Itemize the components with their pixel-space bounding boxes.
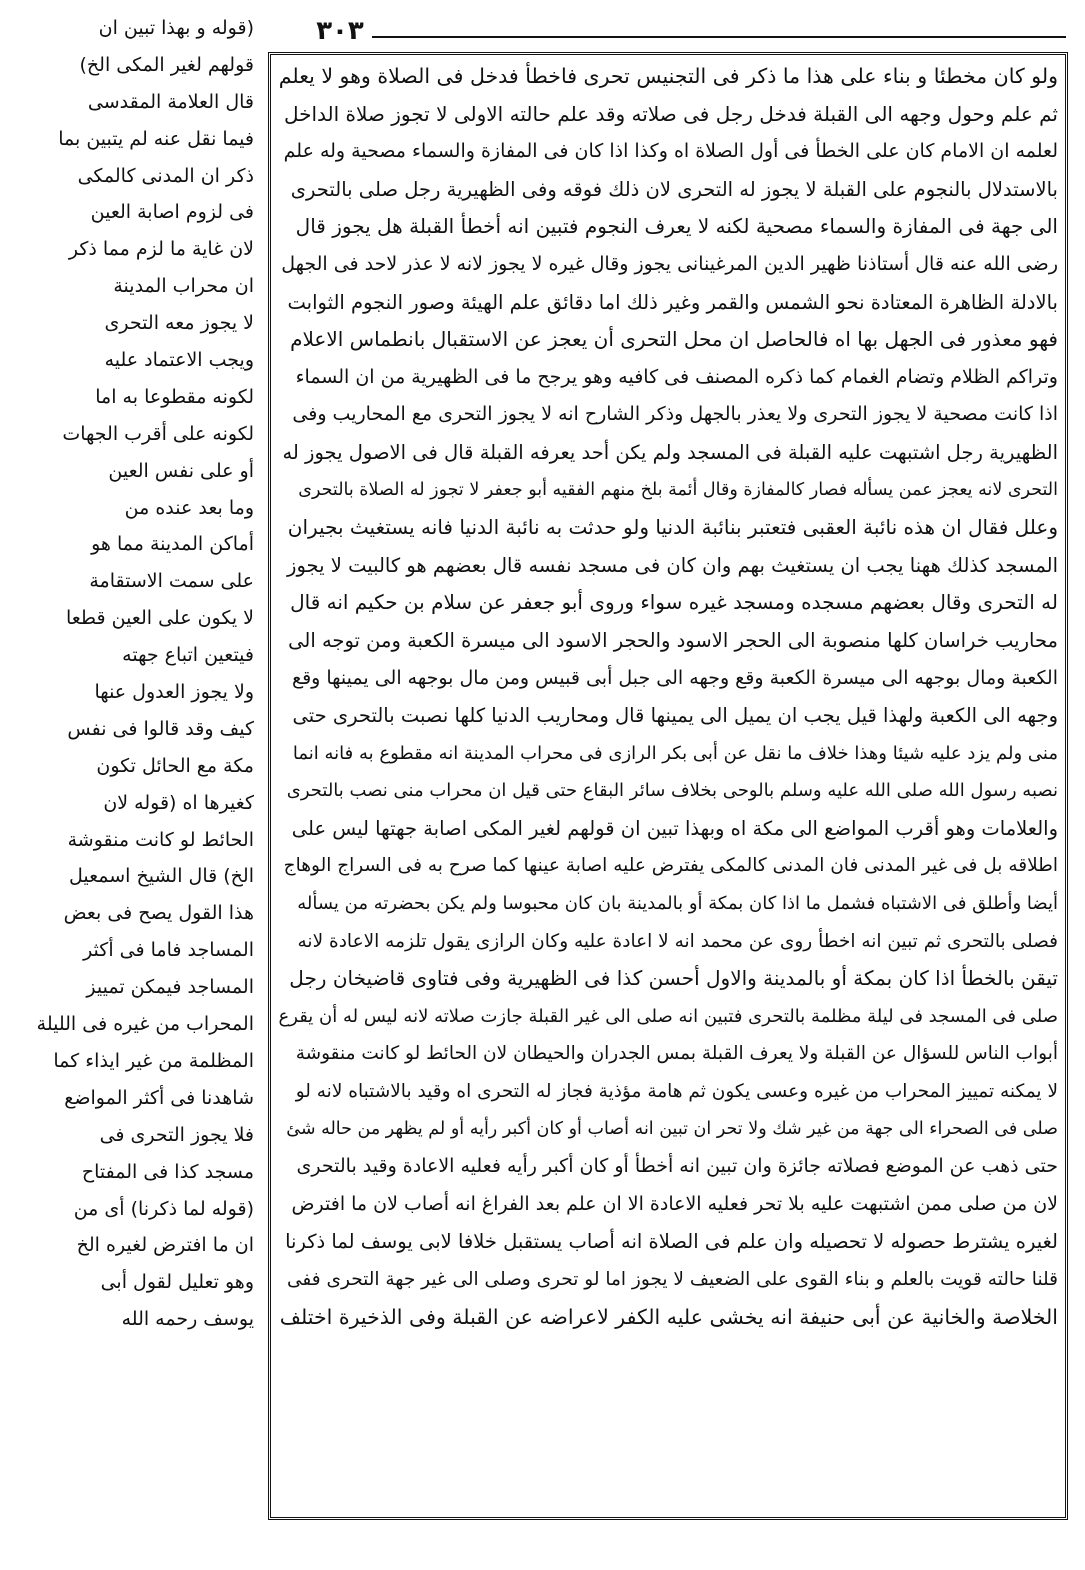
margin-text-line: لا يجوز معه التحرى (104, 312, 254, 335)
page-number: ٣٠٣ (316, 16, 364, 46)
main-text-line: لا يمكنه تمييز المحراب من غيره وعسى يكون ثم هامة مؤذية فجاز له التحرى اه وقيد بالاشتباه لانه لو (295, 1081, 1058, 1103)
main-text-line: فهو معذور فى الجهل بها اه فالحاصل ان محل التحرى أن يعجز عن الاستقبال بانطماس الاعلام (290, 327, 1058, 352)
margin-text-line: ان ما افترض لغيره الخ (76, 1234, 254, 1257)
margin-text-line: فلا يجوز التحرى فى (99, 1123, 254, 1146)
main-text-line: التحرى لانه يعجز عمن يسأله فصار كالمفازة وقال أئمة بلخ منهم الفقيه أبو جعفر لا تجوز له الصلاة بالتحرى (298, 479, 1058, 500)
margin-text-line: ولا يجوز العدول عنها (94, 681, 254, 704)
margin-text-line: المساجد فيمكن تمييز (86, 976, 254, 999)
main-text-line: رضى الله عنه قال أستاذنا ظهير الدين المرغينانى يجوز وقال غيره لا يجوز لانه لا عذر لاحد فى الجهل (281, 252, 1058, 275)
margin-text-line: لا يكون على العين قطعا (65, 607, 254, 630)
margin-text-line: لكونه على أقرب الجهات (62, 422, 254, 445)
margin-text-line: مكة مع الحائل تكون (96, 754, 254, 777)
margin-text-line: فيتعين اتباع جهته (122, 644, 254, 667)
margin-text-line: المحراب من غيره فى الليلة (36, 1013, 254, 1036)
main-text-line: منى ولم يزد عليه شيئا وهذا خلاف ما نقل عن أبى بكر الرازى فى محراب المدينة انه مقطوع به فانه انما (292, 742, 1058, 764)
main-text-line: لعلمه ان الامام كان على الخطأ فى أول الصلاة اه وكذا اذا كان فى المفازة والسماء مصحية وله علم (283, 140, 1058, 163)
main-text-line: وتراكم الظلام وتضام الغمام كما ذكره المصنف فى كافيه وهو يرجح ما فى الظهيرية من ان السماء (295, 365, 1058, 388)
margin-text-line: ان محراب المدينة (113, 275, 254, 298)
margin-text-line: فى لزوم اصابة العين (90, 201, 254, 224)
main-text (278, 58, 1058, 1514)
main-text-line: والعلامات وهو أقرب المواضع الى مكة اه وبهذا تبين ان قولهم لغير المكى اصابة جهتها ليس على (291, 816, 1058, 840)
margin-text-line: الخ) قال الشيخ اسمعيل (68, 865, 254, 888)
main-text-line: اذا كانت مصحية لا يجوز التحرى ولا يعذر بالجهل وذكر الشارح انه لا يجوز التحرى مع المحاريب وفى (292, 403, 1058, 426)
main-text-line: بالاستدلال بالنجوم على القبلة لا يجوز له التحرى لان ذلك فوقه وفى الظهيرية رجل صلى بالتحرى (290, 177, 1058, 201)
margin-text-line: المساجد فاما فى أكثر (83, 939, 254, 962)
margin-text-line: الحائط لو كانت منقوشة (67, 828, 254, 851)
main-text-line: وعلل فقال ان هذه نائبة العقبى فتعتبر بنائبة الدنيا ولو حدثت به نائبة الدنيا فانه يستغيث بجيران (287, 515, 1058, 540)
margin-text-line: هذا القول يصح فى بعض (63, 902, 254, 925)
main-text-line: الكعبة ومال بوجهه الى ميسرة الكعبة وقع وجهه الى جبل أبى قبيس ومن مال بوجهه الى يمينها وقع (291, 666, 1058, 689)
margin-text-line: فيما نقل عنه لم يتبين بما (58, 127, 254, 150)
margin-text-line: شاهدنا فى أكثر المواضع (64, 1086, 254, 1109)
margin-text-line: أو على نفس العين (108, 459, 254, 482)
margin-text-line: على سمت الاستقامة (89, 570, 254, 593)
margin-text-line: كيف وقد قالوا فى نفس (67, 717, 254, 740)
main-text-line: لان من صلى ممن اشتبهت عليه بلا تحر فعليه الاعادة الا ان علم بعد الفراغ انه أصاب لان ما افترض (291, 1192, 1058, 1215)
main-text-line: المسجد كذلك ههنا يجب ان يستغيث بهم وان كان فى مسجد نفسه قال بعضهم هو كالبيت لا يجوز (287, 553, 1058, 577)
main-text-line: قلنا حالته قويت بالعلم و بناء القوى على الضعيف لا يجوز اما لو تحرى وصلى الى غير جهة التحرى ففى (287, 1269, 1058, 1290)
main-text-line: نصبه رسول الله صلى الله عليه وسلم بالوحى بخلاف سائر البقاع حتى قيل ان محراب منى نصب بالتحرى (286, 780, 1058, 802)
margin-text-line: قال العلامة المقدسى (87, 90, 254, 113)
main-text-line: أيضا وأطلق فى الاشتباه فشمل ما اذا كان بمكة أو بالمدينة بان كان محبوسا ولم يكن بحضرته من يسأله (297, 893, 1058, 915)
main-text-line: الخلاصة والخانية عن أبى حنيفة انه يخشى عليه الكفر لاعراضه عن القبلة وفى الذخيرة اختلف (279, 1304, 1058, 1329)
margin-text-line: كغيرها اه (قوله لان (103, 791, 254, 814)
main-text-line: ولو كان مخطئا و بناء على هذا ما ذكر فى التجنيس تحرى فاخطأ فدخل فى الصلاة وهو لا يعلم (278, 64, 1058, 88)
margin-text-line: لان غاية ما لزم مما ذكر (68, 238, 254, 261)
main-text-line: صلى فى الصحراء الى جهة من غير شك ولا تحر ان تبين انه أصاب أو كان أكبر رأيه أو لم يظهر من حاله شئ (286, 1118, 1058, 1139)
main-text-line: صلى فى المسجد فى ليلة مظلمة بالتحرى فتبين انه صلى الى غير القبلة جازت صلاته لانه ليس له أن يقرع (278, 1005, 1058, 1027)
margin-text-line: ذكر ان المدنى كالمكى (77, 164, 254, 187)
main-text-line: أبواب الناس للسؤال عن القبلة ولا يعرف القبلة بمس الجدران والحيطان لان الحائط لو كانت منقوشة (295, 1043, 1058, 1065)
margin-text-line: لكونه مقطوعا به اما (95, 385, 254, 408)
main-text-line: لغيره يشترط حصوله لا تحصيله وان علم فى الصلاة انه أصاب يستقبل خلافا لابى يوسف لما ذكرنا (285, 1230, 1058, 1254)
margin-text-line: قولهم لغير المكى الخ) (79, 53, 254, 76)
margin-text-line: (قوله و بهذا تبين ان (98, 17, 254, 39)
main-text-line: تيقن بالخطأ اذا كان بمكة أو بالمدينة والاول أحسن كذا فى الظهيرية وفى فتاوى قاضيخان رجل (289, 966, 1058, 991)
main-text-line: بالادلة الظاهرة المعتادة نحو الشمس والقمر وغير ذلك اما دقائق علم الهيئة وصور النجوم الثوابت (287, 290, 1058, 314)
main-text-line: اطلاقه بل فى غير المدنى فان المدنى كالمكى يفترض عليه اصابة عينها كما صرح به فى السراج الوهاج (283, 855, 1058, 877)
margin-text-line: ويجب الاعتماد عليه (104, 349, 254, 372)
main-text-line: محاريب خراسان كلها منصوبة الى الحجر الاسود والحجر الاسود الى ميسرة الكعبة ومن توجه الى (288, 628, 1058, 652)
margin-text-line: (قوله لما ذكرنا) أى من (73, 1197, 254, 1220)
main-text-line: ثم علم وحول وجهه الى القبلة فدخل رجل فى صلاته وقد علم حالته الاولى لا تجوز صلاة الداخل (283, 101, 1058, 126)
margin-text-line: وهو تعليل لقول أبى (100, 1271, 254, 1294)
margin-text-line: يوسف رحمه الله (121, 1308, 254, 1331)
margin-text-line: وما بعد عنده من (124, 496, 254, 519)
main-text-line: حتى ذهب عن الموضع فصلاته جائزة وان تبين انه أخطأ أو كان أكبر رأيه فعليه الاعادة وقيد بالتحرى (296, 1155, 1058, 1178)
margin-text-line: مسجد كذا فى المفتاح (81, 1160, 254, 1183)
margin-commentary (2, 10, 254, 1470)
main-text-line: له التحرى وقال بعضهم مسجده ومسجد غيره سواء وروى أبو جعفر عن سلام بن حكيم انه قال (290, 590, 1058, 615)
margin-text-line: أماكن المدينة مما هو (91, 533, 254, 556)
main-text-line: وجهه الى الكعبة ولهذا قيل يجب ان يميل الى يمينها قال ومحاريب الدنيا كلها نصبت بالتحرى حتى (292, 704, 1058, 728)
main-text-line: فصلى بالتحرى ثم تبين انه اخطأ روى عن محمد انه لا اعادة عليه وكان الرازى يقول تلزمه الاعادة لانه (297, 930, 1058, 952)
main-text-line: الظهيرية رجل اشتبهت عليه القبلة فى المسجد ولم يكن أحد يعرفه القبلة قال فى الاصول يجوز له (282, 440, 1058, 464)
header-rule (372, 36, 1066, 38)
main-text-line: الى جهة فى المفازة والسماء مصحية لكنه لا يعرف النجوم فتبين انه أخطأ القبلة هل يجوز قال (295, 214, 1058, 239)
margin-text-line: المظلمة من غير ايذاء كما (53, 1049, 254, 1072)
